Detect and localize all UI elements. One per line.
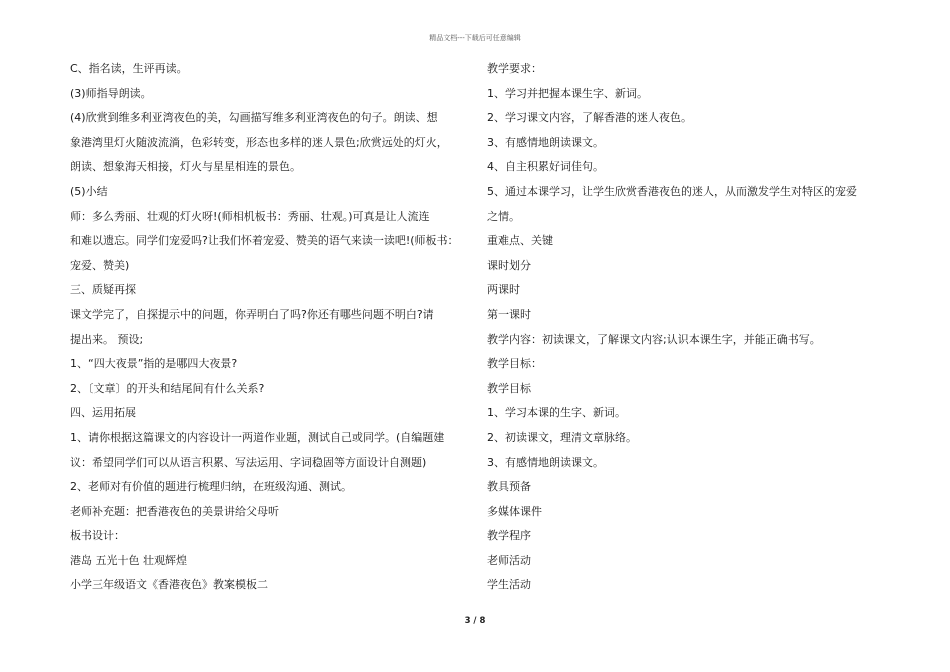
text-line: 2、老师对有价值的题进行梳理归纳，在班级沟通、测试。 [70, 480, 352, 494]
text-line: 1、学习并把握本课生字、新词。 [487, 86, 648, 100]
text-line: 学生活动 [487, 578, 531, 592]
text-line: 之情。 [487, 209, 520, 223]
text-line: 重难点、关键 [487, 234, 553, 248]
text-line: 2、〔文章〕的开头和结尾间有什么关系? [70, 381, 265, 395]
text-line: 教学要求： [487, 62, 542, 75]
text-line: 板书设计： [70, 529, 125, 543]
text-line: 2、学习课文内容，了解香港的迷人夜色。 [487, 111, 692, 125]
text-line: 和难以遗忘。同学们宠爱吗?让我们怀着宠爱、赞美的语气来读一读吧!(师板书： [70, 234, 459, 248]
text-line: 三、质疑再探 [70, 283, 136, 297]
text-line: 朗读、想象海天相接，灯火与星星相连的景色。 [70, 160, 301, 174]
text-line: 师：多么秀丽、壮观的灯火呀!(师相机板书：秀丽、壮观。)可真是让人流连 [70, 209, 430, 223]
text-line: 5、通过本课学习，让学生欣赏香港夜色的迷人，从而激发学生对特区的宠爱 [487, 184, 857, 198]
text-line: 小学三年级语文《香港夜色》教案模板二 [70, 578, 268, 592]
text-line: 教学程序 [487, 529, 531, 543]
text-line: 3、有感情地朗读课文。 [487, 135, 604, 149]
text-line: 3、有感情地朗读课文。 [487, 455, 604, 469]
text-line: 宠爱、赞美) [70, 258, 130, 272]
text-line: 提出来。 预设; [70, 332, 144, 346]
text-line: 1、请你根据这篇课文的内容设计一两道作业题，测试自己或同学。(自编题建 [70, 430, 445, 444]
text-line: 老师活动 [487, 553, 531, 567]
text-line: 教学目标 [487, 381, 531, 395]
text-line: 课时划分 [487, 258, 531, 272]
page-header: 精品文档---下载后可任意编辑 [429, 34, 521, 42]
text-line: 老师补充题：把香港夜色的美景讲给父母听 [70, 504, 279, 518]
text-line: 两课时 [487, 283, 520, 297]
text-line: 1、“四大夜景”指的是哪四大夜景? [70, 357, 238, 371]
left-column [70, 57, 470, 598]
page-number: 3 / 8 [464, 616, 486, 626]
text-line: 教学内容：初读课文，了解课文内容;认识本课生字，并能正确书写。 [487, 332, 821, 346]
text-line: 议：希望同学们可以从语言积累、写法运用、字词稳固等方面设计自测题) [70, 455, 427, 469]
text-line: 2、初读课文，理清文章脉络。 [487, 430, 637, 444]
text-line: (5)小结 [70, 184, 108, 198]
text-line: (4)欣赏到维多利亚湾夜色的美，勾画描写维多利亚湾夜色的句子。朗读、想 [70, 111, 438, 125]
text-line: (3)师指导朗读。 [70, 86, 152, 100]
text-line: 多媒体课件 [487, 504, 542, 518]
text-line: 象港湾里灯火随波流淌，色彩转变，形态也多样的迷人景色;欣赏远处的灯火， [70, 135, 448, 149]
text-line: 课文学完了，自探提示中的问题，你弄明白了吗?你还有哪些问题不明白?请 [70, 307, 434, 321]
text-line: 1、学习本课的生字、新词。 [487, 406, 626, 420]
text-line: 4、自主积累好词佳句。 [487, 160, 604, 174]
text-line: 第一课时 [487, 307, 531, 321]
text-line: 教学目标： [487, 357, 542, 371]
text-line: 四、运用拓展 [70, 406, 136, 420]
right-column [487, 57, 887, 598]
text-line: 港岛 五光十色 壮观辉煌 [70, 553, 187, 567]
text-line: 教具预备 [487, 480, 531, 494]
text-line: C、指名读，生评再读。 [70, 62, 188, 75]
